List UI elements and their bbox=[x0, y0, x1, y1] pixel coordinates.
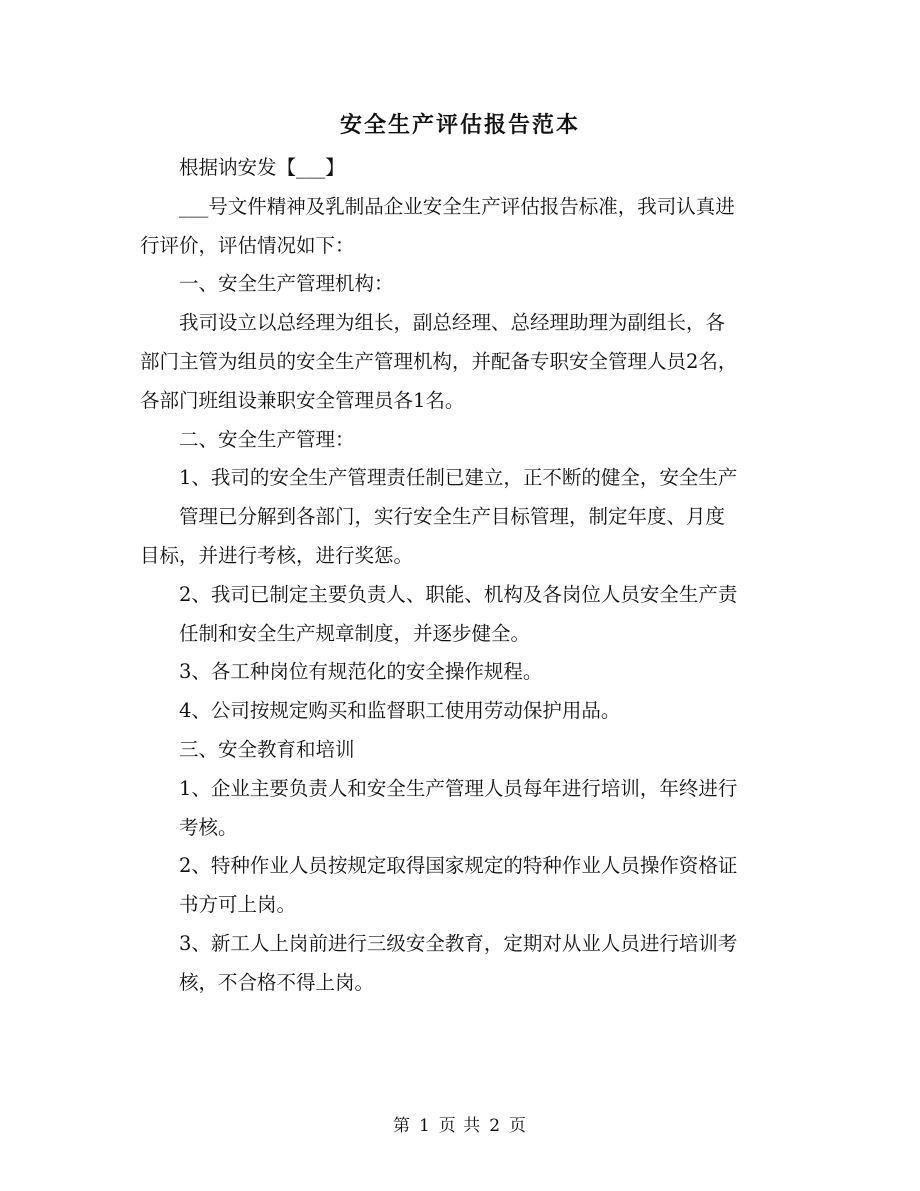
body-line: 一、安全生产管理机构： bbox=[179, 272, 394, 296]
footer-suffix: 页 bbox=[509, 1116, 528, 1136]
document-title: 安全生产评估报告范本 bbox=[339, 112, 580, 138]
body-line: 三、安全教育和培训 bbox=[179, 737, 355, 761]
body-line: 任制和安全生产规章制度，并逐步健全。 bbox=[179, 621, 531, 645]
body-line: 我司设立以总经理为组长，副总经理、总经理助理为副组长，各 bbox=[179, 311, 726, 335]
footer-prefix: 第 bbox=[392, 1116, 411, 1136]
body-line: 1、我司的安全生产管理责任制已建立，正不断的健全，安全生产 bbox=[179, 466, 738, 490]
footer-page-current: 1 bbox=[418, 1116, 431, 1136]
body-line: 2、特种作业人员按规定取得国家规定的特种作业人员操作资格证 bbox=[179, 854, 738, 878]
body-line: 考核。 bbox=[179, 815, 238, 839]
body-line: 3、各工种岗位有规范化的安全操作规程。 bbox=[179, 660, 543, 684]
body-line: ___号文件精神及乳制品企业安全生产评估报告标准，我司认真进 bbox=[179, 194, 735, 218]
footer-page-total: 2 bbox=[489, 1116, 502, 1136]
body-line: 目标，并进行考核，进行奖惩。 bbox=[140, 543, 414, 567]
body-line: 书方可上岗。 bbox=[179, 893, 297, 917]
footer-mid: 页 共 bbox=[438, 1116, 482, 1136]
body-line: 1、企业主要负责人和安全生产管理人员每年进行培训，年终进行 bbox=[179, 776, 738, 800]
body-line: 各部门班组设兼职安全管理员各1名。 bbox=[140, 388, 465, 412]
body-line: 管理已分解到各部门，实行安全生产目标管理，制定年度、月度 bbox=[179, 505, 726, 529]
body-line: 2、我司已制定主要负责人、职能、机构及各岗位人员安全生产责 bbox=[179, 582, 738, 606]
body-line: 行评价，评估情况如下： bbox=[140, 233, 355, 257]
body-line: 4、公司按规定购买和监督职工使用劳动保护用品。 bbox=[179, 699, 621, 723]
body-line: 部门主管为组员的安全生产管理机构，并配备专职安全管理人员2名， bbox=[140, 349, 738, 373]
document-body bbox=[140, 149, 790, 1003]
page-footer bbox=[0, 1114, 920, 1138]
body-line: 根据讷安发【___】 bbox=[179, 156, 345, 179]
body-line: 二、安全生产管理： bbox=[179, 427, 355, 451]
body-line: 3、新工人上岗前进行三级安全教育，定期对从业人员进行培训考 bbox=[179, 931, 738, 955]
body-line: 核，不合格不得上岗。 bbox=[179, 970, 375, 994]
